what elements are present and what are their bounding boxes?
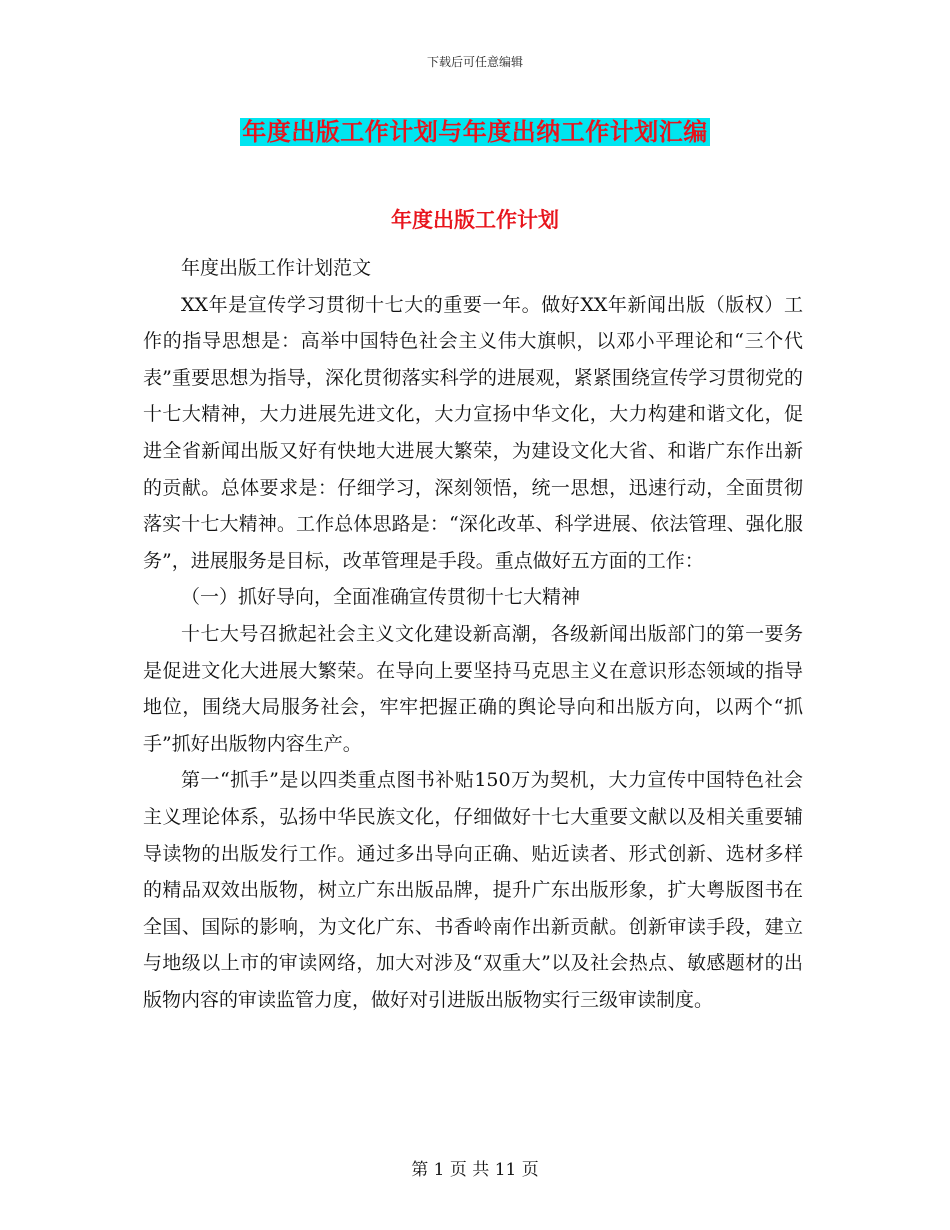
paragraph: 第一“抓手”是以四类重点图书补贴150万为契机，大力宣传中国特色社会主义理论体系，弘扬中华民族文化，仔细做好十七大重要文献以及相关重要辅导读物的出版发行工作。通过多出导向正确、贴近读者、形式创新、选材多样的精品双效出版物，树立广东出版品牌，提升广东出版形象，扩大粤版图书在全国、国际的影响，为文化广东、书香岭南作出新贡献。创新审读手段，建立与地级以上市的审读网络，加大对涉及“双重大”以及社会热点、敏感题材的出版物内容的审读监管力度，做好对引进版出版物实行三级审读制度。 (143, 769, 803, 1011)
paragraph: XX年是宣传学习贯彻十七大的重要一年。做好XX年新闻出版（版权）工作的指导思想是：高举中国特色社会主义伟大旗帜，以邓小平理论和“三个代表”重要思想为指导，深化贯彻落实科学的进展观，紧紧围绕宣传学习贯彻党的十七大精神，大力进展先进文化，大力宣扬中华文化，大力构建和谐文化，促进全省新闻出版又好有快地大进展大繁荣，为建设文化大省、和谐广东作出新的贡献。总体要求是：仔细学习，深刻领悟，统一思想，迅速行动，全面贯彻落实十七大精神。工作总体思路是：“深化改革、科学进展、依法管理、强化服务”，进展服务是目标，改革管理是手段。重点做好五方面的工作： (143, 293, 803, 572)
body-text (143, 250, 803, 1018)
paragraph: （一）抓好导向，全面准确宣传贯彻十七大精神 (181, 586, 581, 609)
section-title: 年度出版工作计划 (391, 208, 559, 232)
page-footer: 第 1 页 共 11 页 (411, 1160, 539, 1180)
document-title (0, 112, 950, 147)
header-note: 下载后可任意编辑 (426, 55, 523, 69)
paragraph: 年度出版工作计划范文 (181, 257, 372, 279)
document-title-text: 年度出版工作计划与年度出纳工作计划汇编 (242, 118, 708, 146)
paragraph: 十七大号召掀起社会主义文化建设新高潮，各级新闻出版部门的第一要务是促进文化大进展大繁荣。在导向上要坚持马克思主义在意识形态领域的指导地位，围绕大局服务社会，牢牢把握正确的舆论导向和出版方向，以两个“抓手”抓好出版物内容生产。 (143, 622, 803, 755)
